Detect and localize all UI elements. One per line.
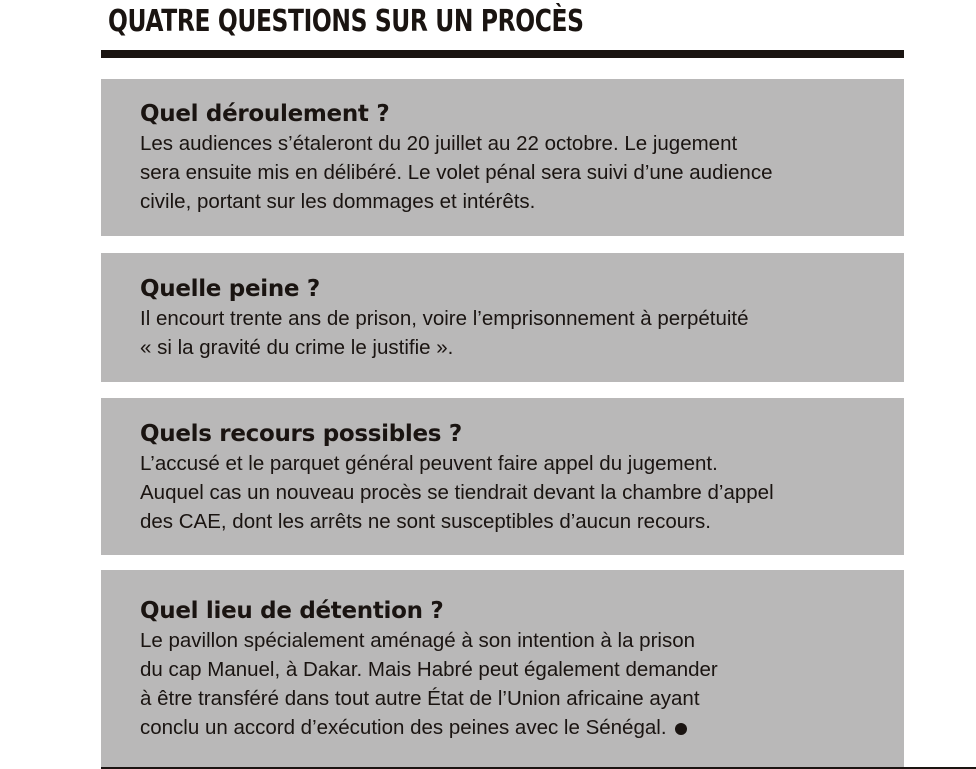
section-peine (101, 253, 904, 382)
section-question: Quels recours possibles ? (140, 421, 462, 447)
page-title: QUATRE QUESTIONS SUR UN PROCÈS (108, 4, 584, 39)
section-answer-line: à être transféré dans tout autre État de l’Union africaine ayant (140, 687, 700, 710)
section-answer-line: Il encourt trente ans de prison, voire l’emprisonnement à perpétuité (140, 307, 749, 330)
title-rule (101, 50, 904, 58)
section-recours (101, 398, 904, 555)
section-detention (101, 570, 904, 767)
section-answer-line: L’accusé et le parquet général peuvent faire appel du jugement. (140, 452, 718, 475)
section-answer-line: du cap Manuel, à Dakar. Mais Habré peut également demander (140, 658, 718, 681)
section-question: Quel lieu de détention ? (140, 598, 444, 624)
section-answer-line: Auquel cas un nouveau procès se tiendrait devant la chambre d’appel (140, 481, 774, 504)
section-question: Quel déroulement ? (140, 101, 390, 127)
section-question: Quelle peine ? (140, 276, 320, 302)
section-answer-line: Le pavillon spécialement aménagé à son intention à la prison (140, 629, 696, 652)
section-answer-line: civile, portant sur les dommages et intérêts. (140, 190, 536, 213)
section-answer-line: « si la gravité du crime le justifie ». (140, 336, 454, 359)
section-answer-text: conclu un accord d’exécution des peines avec le Sénégal. (140, 716, 667, 739)
section-deroulement (101, 79, 904, 236)
section-answer-line: Les audiences s’étaleront du 20 juillet au 22 octobre. Le jugement (140, 132, 738, 155)
section-answer-line: sera ensuite mis en délibéré. Le volet pénal sera suivi d’une audience (140, 161, 773, 184)
section-answer-line-last (140, 713, 884, 742)
end-bullet-icon (675, 723, 687, 735)
section-answer-line: des CAE, dont les arrêts ne sont susceptibles d’aucun recours. (140, 510, 711, 533)
